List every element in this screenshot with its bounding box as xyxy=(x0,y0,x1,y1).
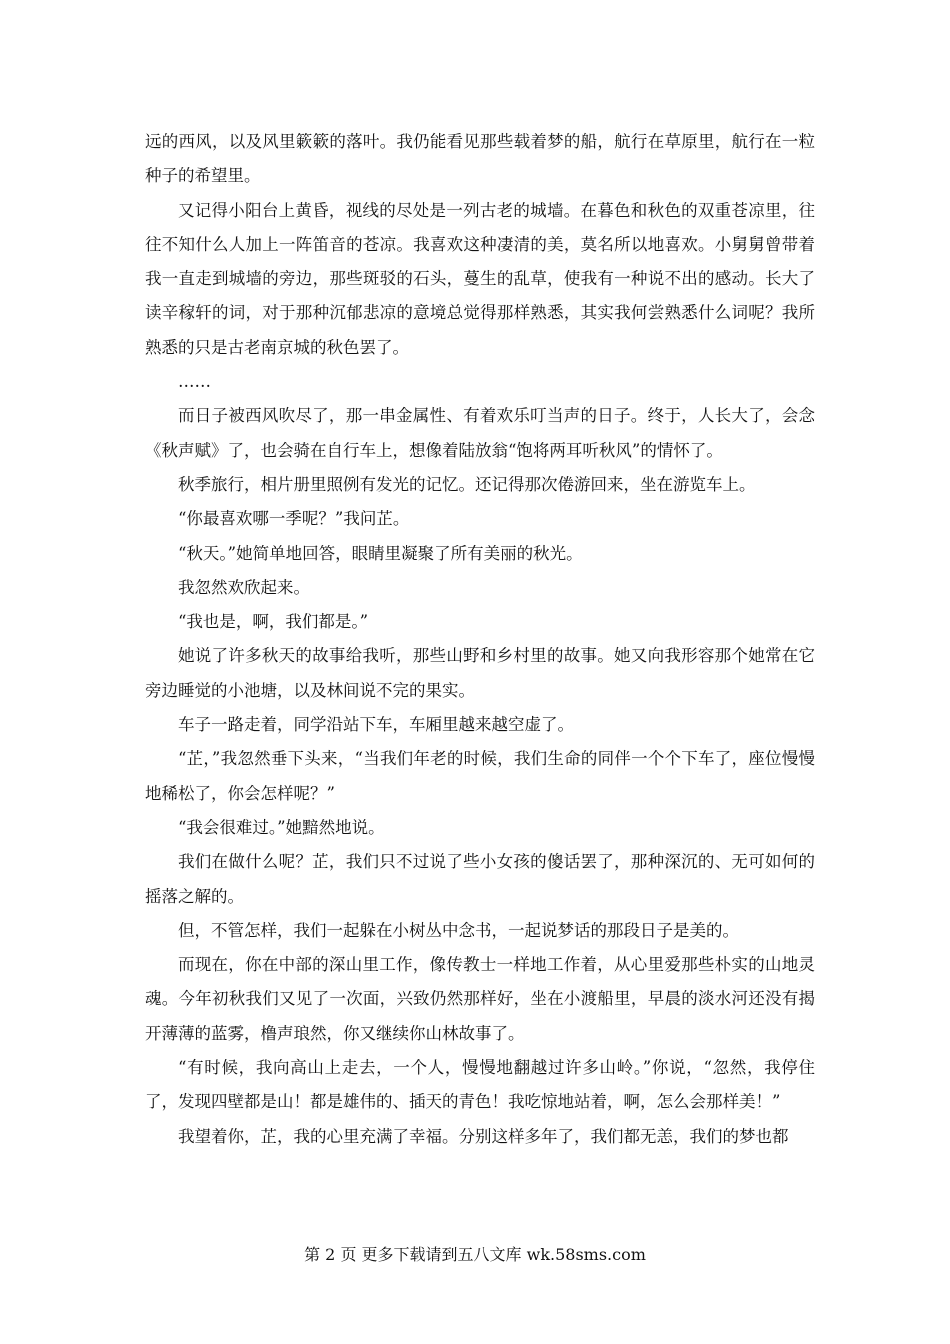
paragraph-8: 我忽然欢欣起来。 xyxy=(178,577,310,597)
paragraph-13: “我会很难过。”她黯然地说。 xyxy=(178,817,385,837)
paragraph-16: 而现在，你在中部的深山里工作，像传教士一样地工作着，从心里爱那些朴实的山地灵魂。今年初秋我们又见了一次面，兴致仍然那样好，坐在小渡船里，早晨的淡水河还没有揭开薄薄的蓝雾，橹声琅然，你又继续你山林故事了。 xyxy=(145,955,815,1043)
paragraph-9: “我也是，啊，我们都是。” xyxy=(178,612,369,632)
paragraph-7: “秋天。”她简单地回答，眼睛里凝聚了所有美丽的秋光。 xyxy=(178,543,583,563)
paragraph-18: 我望着你，芷，我的心里充满了幸福。分别这样多年了，我们都无恙，我们的梦也都 xyxy=(178,1126,789,1146)
paragraph-6: “你最喜欢哪一季呢？”我问芷。 xyxy=(178,509,410,529)
ellipsis-paragraph: …… xyxy=(178,372,211,392)
paragraph-10: 她说了许多秋天的故事给我听，那些山野和乡村里的故事。她又向我形容那个她常在它旁边睡觉的小池塘，以及林间说不完的果实。 xyxy=(145,646,815,700)
paragraph-5: 秋季旅行，相片册里照例有发光的记忆。还记得那次倦游回来，坐在游览车上。 xyxy=(178,474,756,494)
paragraph-15: 但，不管怎样，我们一起躲在小树丛中念书，一起说梦话的那段日子是美的。 xyxy=(178,920,739,940)
paragraph-12: “芷，”我忽然垂下头来，“当我们年老的时候，我们生命的同伴一个个下车了，座位慢慢地稀松了，你会怎样呢？” xyxy=(145,749,815,803)
paragraph-11: 车子一路走着，同学沿站下车，车厢里越来越空虚了。 xyxy=(178,715,574,735)
paragraph-14: 我们在做什么呢？芷，我们只不过说了些小女孩的傻话罢了，那种深沉的、无可如何的摇落之解的。 xyxy=(145,852,815,906)
article-body xyxy=(145,125,815,1154)
paragraph-17: “有时候，我向高山上走去，一个人，慢慢地翻越过许多山岭。”你说，“忽然，我停住了，发现四壁都是山！都是雄伟的、插天的青色！我吃惊地站着，啊，怎么会那样美！” xyxy=(145,1058,815,1112)
paragraph-2: 又记得小阳台上黄昏，视线的尽处是一列古老的城墙。在暮色和秋色的双重苍凉里，往往不知什么人加上一阵笛音的苍凉。我喜欢这种凄清的美，莫名所以地喜欢。小舅舅曾带着我一直走到城墙的旁边，那些斑驳的石头，蔓生的乱草，使我有一种说不出的感动。长大了读辛稼轩的词，对于那种沉郁悲凉的意境总觉得那样熟悉，其实我何尝熟悉什么词呢？我所熟悉的只是古老南京城的秋色罢了。 xyxy=(145,200,815,357)
paragraph-4: 而日子被西风吹尽了，那一串金属性、有着欢乐叮当声的日子。终于，人长大了，会念《秋声赋》了，也会骑在自行车上，想像着陆放翁“饱将两耳听秋风”的情怀了。 xyxy=(145,406,815,460)
page-footer: 第 2 页 更多下载请到五八文库 wk.58sms.com xyxy=(304,1245,646,1264)
paragraph-1: 远的西风，以及风里簌簌的落叶。我仍能看见那些载着梦的船，航行在草原里，航行在一粒种子的希望里。 xyxy=(145,132,815,186)
